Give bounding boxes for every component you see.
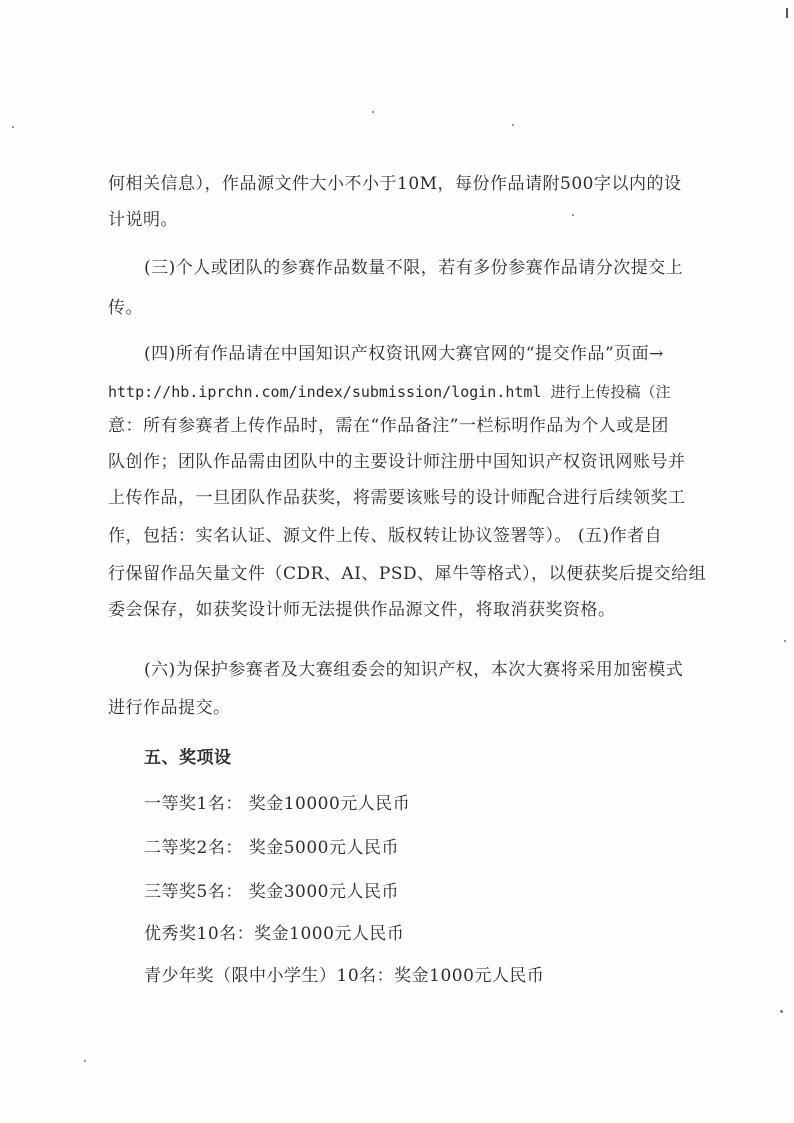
- paragraph-line: 进行作品提交。: [108, 698, 231, 718]
- paragraph-line: (四)所有作品请在中国知识产权资讯网大赛官网的“提交作品”页面→: [144, 344, 664, 364]
- scan-speck: [512, 124, 514, 126]
- award-item: 二等奖2名： 奖金5000元人民币: [144, 838, 399, 858]
- scan-speck: [784, 640, 786, 642]
- paragraph-line: 行保留作品矢量文件（CDR、AI、PSD、犀牛等格式），以便获奖后提交给组: [108, 564, 707, 584]
- scan-speck: [780, 1010, 783, 1013]
- paragraph-line: 委会保存，如获奖设计师无法提供作品源文件，将取消获奖资格。: [108, 600, 616, 620]
- award-item: 一等奖1名： 奖金10000元人民币: [144, 794, 411, 814]
- scan-speck: [12, 126, 14, 128]
- paragraph-line: 何相关信息），作品源文件大小不小于10M，每份作品请附500字以内的设: [108, 174, 682, 194]
- scan-speck: [572, 214, 574, 216]
- paragraph-line: 计说明。: [108, 210, 178, 230]
- url-line: http://hb.iprchn.com/index/submission/login.html 进行上传投稿（注: [108, 383, 671, 401]
- paragraph-line: 队创作；团队作品需由团队中的主要设计师注册中国知识产权资讯网账号并: [108, 452, 686, 472]
- paragraph-line: 传。: [108, 298, 143, 318]
- paragraph-line: 作，包括：实名认证、源文件上传、版权转让协议签署等）。 (五)作者自: [108, 526, 663, 546]
- paragraph-line: (三)个人或团队的参赛作品数量不限，若有多份参赛作品请分次提交上: [144, 258, 684, 278]
- section-heading: 五、奖项设: [144, 748, 232, 768]
- scan-speck: [84, 1060, 86, 1062]
- paragraph-line: 意：所有参赛者上传作品时，需在“作品备注”一栏标明作品为个人或是团: [108, 416, 669, 436]
- scan-speck: [372, 111, 374, 113]
- award-item: 青少年奖（限中小学生）10名：奖金1000元人民币: [144, 966, 545, 986]
- award-item: 三等奖5名： 奖金3000元人民币: [144, 882, 399, 902]
- scan-corner-mark: [786, 8, 788, 18]
- paragraph-line: (六)为保护参赛者及大赛组委会的知识产权，本次大赛将采用加密模式: [144, 660, 684, 680]
- award-item: 优秀奖10名：奖金1000元人民币: [144, 924, 405, 944]
- paragraph-line: 上传作品，一旦团队作品获奖，将需要该账号的设计师配合进行后续领奖工: [108, 488, 686, 508]
